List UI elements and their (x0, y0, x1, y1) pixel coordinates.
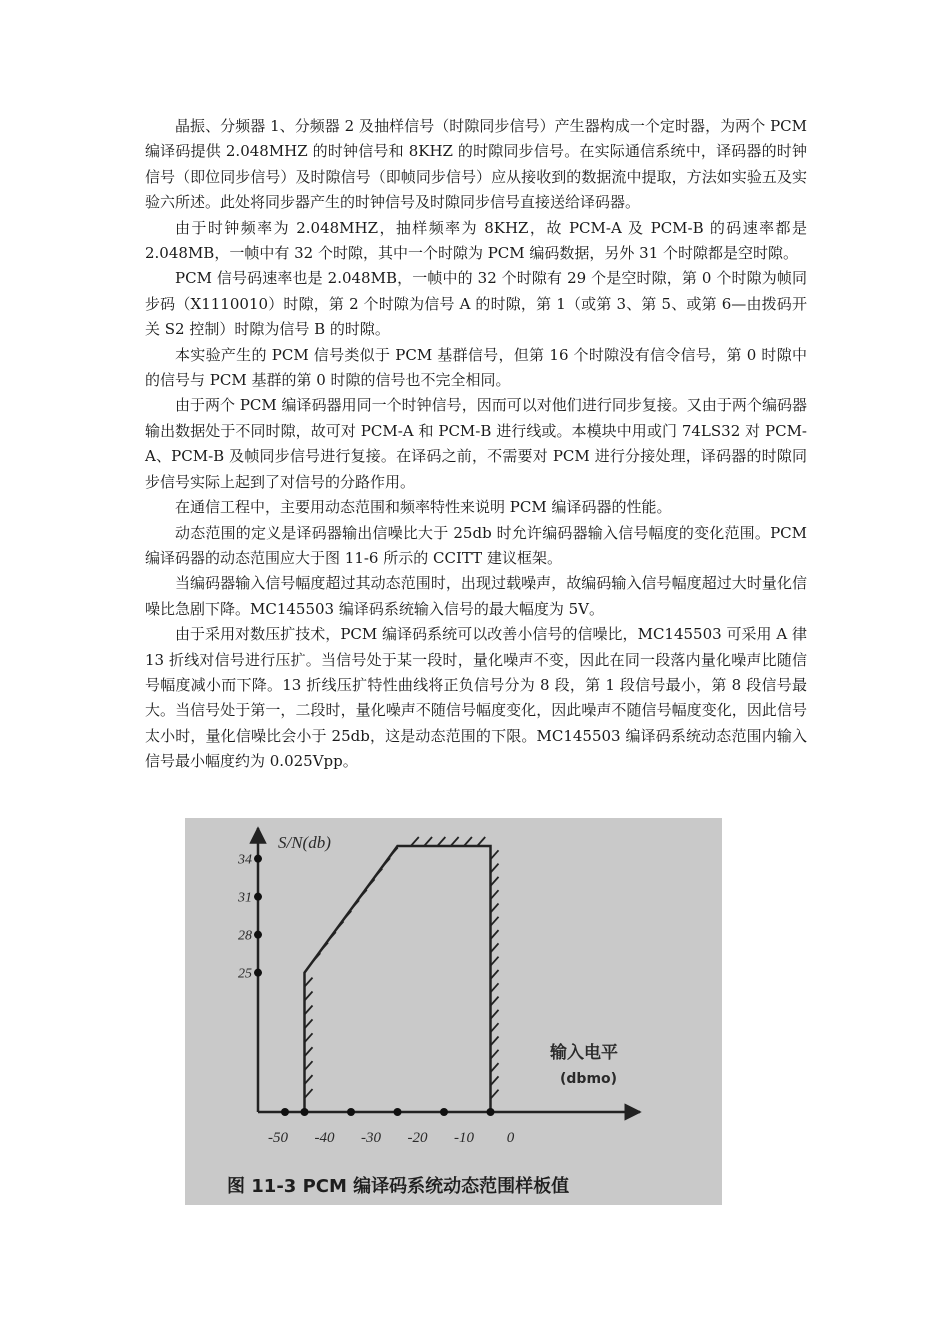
x-tick-dot (347, 1108, 355, 1116)
hatch-mark (437, 837, 445, 846)
dynamic-range-chart (185, 818, 722, 1205)
paragraph: 由于时钟频率为 2.048MHZ，抽样频率为 8KHZ，故 PCM-A 及 PCM-B 的码速率都是 2.048MB，一帧中有 32 个时隙，其中一个时隙为 PCM 编码数据，另外 31 个时隙都是空时隙。 (145, 218, 807, 263)
hatch-mark (451, 837, 459, 846)
hatch-mark (320, 943, 328, 952)
x-tick-label: -30 (361, 1130, 381, 1146)
y-tick-label: 25 (238, 966, 252, 982)
hatch-mark (424, 837, 432, 846)
paragraph: 晶振、分频器 1、分频器 2 及抽样信号（时隙同步信号）产生器构成一个定时器，为两个 PCM 编译码提供 2.048MHZ 的时钟信号和 8KHZ 的时隙同步信号。在实际通信系统中，译码器的时钟信号（即位同步信号）及时隙信号（即帧同步信号）应从接收到的数据流中提取，方法如实验五及实验六所述。此处将同步器产生的时钟信号及时隙同步信号直接送给译码器。 (145, 117, 807, 212)
paragraph: 在通信工程中，主要用动态范围和频率特性来说明 PCM 编译码器的性能。 (175, 498, 672, 517)
x-tick-dot (394, 1108, 402, 1116)
x-tick-label: -50 (268, 1130, 288, 1146)
x-tick-dot (487, 1108, 495, 1116)
hatch-mark (464, 837, 472, 846)
paragraph: 由于两个 PCM 编译码器用同一个时钟信号，因而可以对他们进行同步复接。又由于两个编码器输出数据处于不同时隙，故可对 PCM-A 和 PCM-B 进行线或。本模块中用或门 74LS32 对 PCM-A、PCM-B 及帧同步信号进行复接。在译码之前，不需要对 PCM 进行分接处理，译码器的时隙同步信号实际上起到了对信号的分路作用。 (145, 396, 807, 491)
paragraph: 本实验产生的 PCM 信号类似于 PCM 基群信号，但第 16 个时隙没有信令信号，第 0 时隙中的信号与 PCM 基群的第 0 时隙的信号也不完全相同。 (145, 345, 807, 390)
y-tick-dot (254, 969, 262, 977)
mask-hatching (305, 837, 499, 1099)
paragraph: PCM 信号码速率也是 2.048MB，一帧中的 32 个时隙有 29 个是空时隙，第 0 个时隙为帧同步码（X1110010）时隙，第 2 个时隙为信号 A 的时隙，第 1（或第 3、第 5、或第 6—由拨码开关 S2 控制）时隙为信号 B 的时隙。 (145, 269, 807, 339)
x-axis-label: 输入电平 (550, 1043, 618, 1063)
figure-caption: 图 11-3 PCM 编译码系统动态范围样板值 (227, 1176, 570, 1197)
paragraph: 由于采用对数压扩技术，PCM 编译码系统可以改善小信号的信噪比，MC145503 可采用 A 律 13 折线对信号进行压扩。当信号处于某一段时，量化噪声不变，因此在同一段落内量化噪声比随信号幅度减小而下降。13 折线压扩特性曲线将正负信号分为 8 段，第 1 段信号最小，第 8 段信号最大。当信号处于第一，二段时，量化噪声不随信号幅度变化，因此噪声不随信号幅度变化，因此信号太小时，量化信噪比会小于 25db，这是动态范围的下限。MC145503 编译码系统动态范围内输入信号最小幅度约为 0.025Vpp。 (145, 625, 807, 771)
x-tick-dot (281, 1108, 289, 1116)
y-tick-dot (254, 931, 262, 939)
hatch-mark (390, 848, 398, 857)
hatch-mark (359, 890, 367, 899)
y-tick-label: 34 (238, 852, 252, 868)
hatch-mark (336, 921, 344, 930)
x-tick-label: -20 (407, 1130, 428, 1146)
y-tick-dot (254, 893, 262, 901)
x-tick-label: -40 (314, 1130, 335, 1146)
dynamic-range-figure (185, 818, 722, 1205)
x-tick-dot (301, 1108, 309, 1116)
hatch-mark (351, 900, 359, 909)
hatch-mark (374, 869, 382, 878)
hatch-mark (328, 932, 336, 941)
hatch-mark (382, 858, 390, 867)
x-tick-label: 0 (506, 1130, 515, 1146)
y-tick-label: 28 (238, 928, 252, 944)
y-tick-label: 31 (238, 890, 252, 906)
hatch-mark (477, 837, 485, 846)
x-tick-dot (440, 1108, 448, 1116)
x-tick-label: -10 (454, 1130, 474, 1146)
hatch-mark (411, 837, 419, 846)
hatch-mark (343, 911, 351, 920)
x-axis-unit: (dbmo) (560, 1071, 618, 1087)
y-axis-label: S/N(db) (278, 833, 331, 852)
y-tick-dot (254, 855, 262, 863)
paragraph: 当编码器输入信号幅度超过其动态范围时，出现过载噪声，故编码输入信号幅度超过大时量化信噪比急剧下降。MC145503 编译码系统输入信号的最大幅度为 5V。 (145, 574, 807, 618)
body-text (145, 114, 807, 775)
hatch-mark (312, 953, 320, 962)
mask-boundary-line (305, 846, 491, 1112)
hatch-mark (367, 879, 375, 888)
paragraph: 动态范围的定义是译码器输出信噪比大于 25db 时允许编码器输入信号幅度的变化范围。PCM 编译码器的动态范围应大于图 11-6 所示的 CCITT 建议框架。 (145, 523, 807, 567)
